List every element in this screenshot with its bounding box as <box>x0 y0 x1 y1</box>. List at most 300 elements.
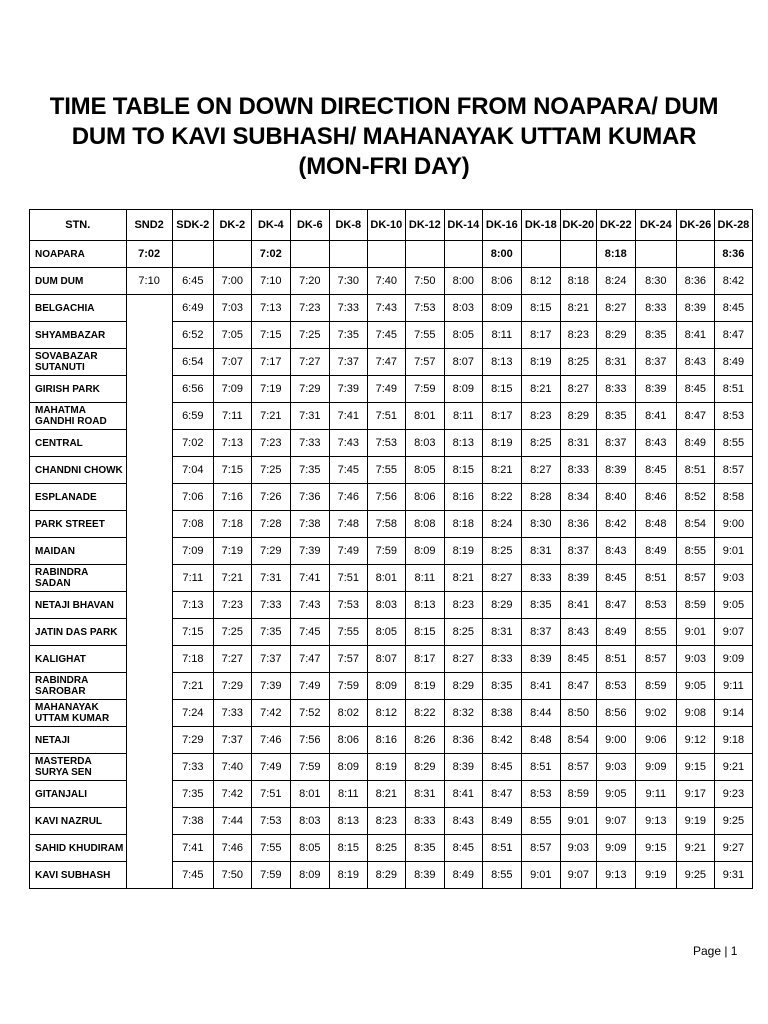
time-cell: 8:03 <box>444 295 482 322</box>
time-cell: 7:15 <box>213 457 251 484</box>
time-cell: 8:39 <box>676 295 714 322</box>
time-cell: 9:14 <box>714 700 752 727</box>
time-cell: 8:55 <box>635 619 676 646</box>
time-cell: 8:35 <box>482 673 521 700</box>
time-cell: 8:31 <box>521 538 560 565</box>
station-name: SOVABAZAR SUTANUTI <box>30 349 127 376</box>
time-cell: 7:16 <box>213 484 251 511</box>
time-cell: 8:48 <box>635 511 676 538</box>
time-cell: 8:17 <box>521 322 560 349</box>
time-cell: 7:51 <box>367 403 405 430</box>
time-cell: 8:09 <box>367 673 405 700</box>
time-cell: 7:13 <box>172 592 213 619</box>
time-cell: 7:28 <box>251 511 290 538</box>
time-cell: 8:47 <box>560 673 596 700</box>
station-name: SHYAMBAZAR <box>30 322 127 349</box>
time-cell: 8:05 <box>444 322 482 349</box>
time-cell: 9:07 <box>560 862 596 889</box>
time-cell: 7:59 <box>251 862 290 889</box>
time-cell: 8:57 <box>635 646 676 673</box>
station-name: NETAJI <box>30 727 127 754</box>
timetable <box>29 209 753 889</box>
time-cell: 8:39 <box>444 754 482 781</box>
station-name: MAIDAN <box>30 538 127 565</box>
station-name: MASTERDA SURYA SEN <box>30 754 127 781</box>
time-cell: 8:54 <box>676 511 714 538</box>
column-header-station: STN. <box>30 210 127 241</box>
time-cell: 8:49 <box>444 862 482 889</box>
time-cell: 8:41 <box>560 592 596 619</box>
time-cell: 8:13 <box>329 808 367 835</box>
time-cell: 7:35 <box>290 457 329 484</box>
time-cell: 8:51 <box>676 457 714 484</box>
time-cell: 8:11 <box>444 403 482 430</box>
time-cell: 9:01 <box>560 808 596 835</box>
time-cell: 8:16 <box>367 727 405 754</box>
time-cell: 9:08 <box>676 700 714 727</box>
column-header-train: DK-28 <box>714 210 752 241</box>
station-name: JATIN DAS PARK <box>30 619 127 646</box>
time-cell: 8:19 <box>367 754 405 781</box>
time-cell <box>444 241 482 268</box>
header-row <box>30 210 753 241</box>
time-cell: 7:41 <box>329 403 367 430</box>
column-header-train: SND2 <box>126 210 172 241</box>
time-cell: 9:11 <box>635 781 676 808</box>
time-cell: 8:33 <box>560 457 596 484</box>
time-cell: 8:41 <box>635 403 676 430</box>
time-cell: 7:39 <box>251 673 290 700</box>
table-row <box>30 241 753 268</box>
time-cell: 8:25 <box>521 430 560 457</box>
table-row <box>30 295 753 322</box>
time-cell: 8:19 <box>482 430 521 457</box>
time-cell: 8:43 <box>676 349 714 376</box>
time-cell <box>329 241 367 268</box>
time-cell: 7:29 <box>251 538 290 565</box>
column-header-train: DK-2 <box>213 210 251 241</box>
column-header-train: DK-16 <box>482 210 521 241</box>
time-cell: 8:35 <box>635 322 676 349</box>
time-cell: 8:50 <box>560 700 596 727</box>
time-cell: 8:01 <box>405 403 444 430</box>
table-row <box>30 268 753 295</box>
time-cell: 8:12 <box>367 700 405 727</box>
time-cell: 9:15 <box>676 754 714 781</box>
time-cell: 7:37 <box>329 349 367 376</box>
time-cell: 9:09 <box>596 835 635 862</box>
time-cell: 8:49 <box>635 538 676 565</box>
time-cell: 8:49 <box>482 808 521 835</box>
time-cell: 7:37 <box>251 646 290 673</box>
time-cell: 9:01 <box>521 862 560 889</box>
time-cell: 7:55 <box>367 457 405 484</box>
time-cell: 9:18 <box>714 727 752 754</box>
time-cell: 8:06 <box>329 727 367 754</box>
time-cell: 7:19 <box>213 538 251 565</box>
time-cell: 8:21 <box>482 457 521 484</box>
time-cell: 7:31 <box>251 565 290 592</box>
time-cell: 7:27 <box>290 349 329 376</box>
time-cell: 7:59 <box>405 376 444 403</box>
time-cell: 7:59 <box>367 538 405 565</box>
time-cell: 7:43 <box>329 430 367 457</box>
time-cell: 8:43 <box>635 430 676 457</box>
time-cell: 8:19 <box>521 349 560 376</box>
time-cell: 9:00 <box>596 727 635 754</box>
time-cell: 8:28 <box>521 484 560 511</box>
time-cell: 7:52 <box>290 700 329 727</box>
time-cell: 8:53 <box>521 781 560 808</box>
time-cell: 8:51 <box>635 565 676 592</box>
time-cell: 9:05 <box>714 592 752 619</box>
time-cell: 7:50 <box>213 862 251 889</box>
time-cell: 8:09 <box>329 754 367 781</box>
station-name: NOAPARA <box>30 241 127 268</box>
time-cell: 7:40 <box>367 268 405 295</box>
time-cell: 8:26 <box>405 727 444 754</box>
time-cell: 7:17 <box>251 349 290 376</box>
time-cell <box>560 241 596 268</box>
time-cell: 8:34 <box>560 484 596 511</box>
time-cell: 7:11 <box>213 403 251 430</box>
time-cell: 7:44 <box>213 808 251 835</box>
time-cell: 9:27 <box>714 835 752 862</box>
time-cell: 8:37 <box>521 619 560 646</box>
column-header-train: DK-22 <box>596 210 635 241</box>
time-cell: 7:45 <box>290 619 329 646</box>
time-cell: 7:55 <box>251 835 290 862</box>
time-cell: 8:29 <box>482 592 521 619</box>
time-cell: 8:33 <box>482 646 521 673</box>
time-cell: 7:33 <box>290 430 329 457</box>
time-cell: 8:54 <box>560 727 596 754</box>
time-cell: 7:53 <box>367 430 405 457</box>
column-header-train: SDK-2 <box>172 210 213 241</box>
time-cell: 7:02 <box>126 241 172 268</box>
time-cell: 7:49 <box>290 673 329 700</box>
time-cell: 7:33 <box>172 754 213 781</box>
time-cell: 8:42 <box>714 268 752 295</box>
time-cell: 7:48 <box>329 511 367 538</box>
time-cell: 8:11 <box>405 565 444 592</box>
time-cell: 7:57 <box>405 349 444 376</box>
time-cell: 8:27 <box>482 565 521 592</box>
time-cell: 8:19 <box>405 673 444 700</box>
time-cell: 7:41 <box>172 835 213 862</box>
time-cell: 6:54 <box>172 349 213 376</box>
time-cell: 8:55 <box>482 862 521 889</box>
time-cell <box>521 241 560 268</box>
time-cell: 8:57 <box>714 457 752 484</box>
time-cell: 8:17 <box>405 646 444 673</box>
time-cell: 8:11 <box>482 322 521 349</box>
time-cell: 8:23 <box>560 322 596 349</box>
column-header-train: DK-24 <box>635 210 676 241</box>
time-cell: 8:25 <box>444 619 482 646</box>
time-cell: 8:45 <box>482 754 521 781</box>
time-cell: 7:20 <box>290 268 329 295</box>
time-cell: 8:03 <box>405 430 444 457</box>
time-cell: 8:48 <box>521 727 560 754</box>
time-cell: 8:39 <box>560 565 596 592</box>
time-cell: 8:31 <box>482 619 521 646</box>
time-cell: 9:19 <box>676 808 714 835</box>
time-cell: 8:15 <box>405 619 444 646</box>
station-name: RABINDRA SADAN <box>30 565 127 592</box>
time-cell: 8:15 <box>482 376 521 403</box>
time-cell: 8:39 <box>635 376 676 403</box>
time-cell: 7:25 <box>251 457 290 484</box>
time-cell: 8:43 <box>596 538 635 565</box>
time-cell: 8:51 <box>521 754 560 781</box>
time-cell: 8:29 <box>444 673 482 700</box>
time-cell: 8:18 <box>560 268 596 295</box>
time-cell: 8:36 <box>676 268 714 295</box>
column-header-train: DK-18 <box>521 210 560 241</box>
time-cell: 8:18 <box>444 511 482 538</box>
time-cell: 8:40 <box>596 484 635 511</box>
time-cell: 8:21 <box>560 295 596 322</box>
time-cell: 7:33 <box>213 700 251 727</box>
time-cell: 8:31 <box>596 349 635 376</box>
time-cell: 7:23 <box>290 295 329 322</box>
time-cell: 8:27 <box>596 295 635 322</box>
time-cell: 7:15 <box>251 322 290 349</box>
time-cell: 8:25 <box>367 835 405 862</box>
time-cell: 7:08 <box>172 511 213 538</box>
time-cell: 7:58 <box>367 511 405 538</box>
time-cell: 7:55 <box>329 619 367 646</box>
time-cell: 9:02 <box>635 700 676 727</box>
time-cell: 9:13 <box>596 862 635 889</box>
time-cell: 8:37 <box>596 430 635 457</box>
title-line-2: DUM TO KAVI SUBHASH/ MAHANAYAK UTTAM KUMAR <box>71 123 697 150</box>
station-name: BELGACHIA <box>30 295 127 322</box>
time-cell <box>676 241 714 268</box>
time-cell: 8:45 <box>714 295 752 322</box>
time-cell: 7:38 <box>290 511 329 538</box>
time-cell: 8:18 <box>596 241 635 268</box>
time-cell <box>405 241 444 268</box>
time-cell: 7:46 <box>213 835 251 862</box>
time-cell: 8:00 <box>444 268 482 295</box>
time-cell: 8:15 <box>521 295 560 322</box>
time-cell: 8:35 <box>521 592 560 619</box>
time-cell: 9:12 <box>676 727 714 754</box>
time-cell: 8:57 <box>521 835 560 862</box>
title-line-3: (MON-FRI DAY) <box>298 153 470 180</box>
station-name: KAVI NAZRUL <box>30 808 127 835</box>
time-cell: 7:09 <box>213 376 251 403</box>
time-cell: 8:23 <box>367 808 405 835</box>
time-cell: 8:01 <box>290 781 329 808</box>
time-cell: 8:12 <box>521 268 560 295</box>
time-cell: 7:05 <box>213 322 251 349</box>
time-cell: 9:05 <box>596 781 635 808</box>
time-cell: 8:41 <box>676 322 714 349</box>
time-cell: 7:49 <box>251 754 290 781</box>
time-cell: 7:30 <box>329 268 367 295</box>
time-cell <box>367 241 405 268</box>
time-cell: 7:27 <box>213 646 251 673</box>
station-name: MAHANAYAK UTTAM KUMAR <box>30 700 127 727</box>
time-cell: 8:07 <box>444 349 482 376</box>
time-cell <box>290 241 329 268</box>
station-name: DUM DUM <box>30 268 127 295</box>
station-name: GITANJALI <box>30 781 127 808</box>
time-cell: 7:46 <box>329 484 367 511</box>
time-cell: 7:40 <box>213 754 251 781</box>
time-cell: 7:45 <box>329 457 367 484</box>
time-cell: 8:39 <box>405 862 444 889</box>
time-cell: 9:25 <box>676 862 714 889</box>
time-cell: 9:06 <box>635 727 676 754</box>
time-cell: 7:26 <box>251 484 290 511</box>
time-cell: 8:49 <box>676 430 714 457</box>
time-cell: 8:13 <box>405 592 444 619</box>
time-cell: 8:23 <box>444 592 482 619</box>
time-cell: 9:01 <box>714 538 752 565</box>
time-cell: 7:10 <box>126 268 172 295</box>
time-cell: 7:42 <box>213 781 251 808</box>
time-cell: 9:03 <box>676 646 714 673</box>
time-cell: 7:50 <box>405 268 444 295</box>
time-cell: 9:09 <box>635 754 676 781</box>
time-cell: 8:36 <box>560 511 596 538</box>
time-cell: 7:49 <box>329 538 367 565</box>
time-cell: 7:04 <box>172 457 213 484</box>
time-cell: 9:21 <box>714 754 752 781</box>
time-cell: 8:47 <box>482 781 521 808</box>
time-cell: 7:36 <box>290 484 329 511</box>
time-cell: 8:43 <box>560 619 596 646</box>
time-cell: 8:53 <box>635 592 676 619</box>
time-cell: 7:59 <box>329 673 367 700</box>
time-cell: 8:31 <box>405 781 444 808</box>
time-cell: 7:02 <box>251 241 290 268</box>
time-cell: 8:59 <box>635 673 676 700</box>
time-cell: 8:56 <box>596 700 635 727</box>
time-cell: 8:37 <box>635 349 676 376</box>
time-cell: 8:55 <box>521 808 560 835</box>
time-cell: 8:51 <box>714 376 752 403</box>
time-cell: 8:52 <box>676 484 714 511</box>
time-cell: 8:30 <box>635 268 676 295</box>
time-cell: 7:45 <box>367 322 405 349</box>
time-cell: 9:07 <box>714 619 752 646</box>
time-cell: 7:38 <box>172 808 213 835</box>
time-cell: 7:45 <box>172 862 213 889</box>
time-cell: 9:15 <box>635 835 676 862</box>
station-name: NETAJI BHAVAN <box>30 592 127 619</box>
time-cell: 8:33 <box>521 565 560 592</box>
time-cell: 8:24 <box>482 511 521 538</box>
time-cell: 7:59 <box>290 754 329 781</box>
time-cell: 8:39 <box>596 457 635 484</box>
time-cell: 9:17 <box>676 781 714 808</box>
time-cell: 8:17 <box>482 403 521 430</box>
time-cell: 8:21 <box>444 565 482 592</box>
time-cell: 8:25 <box>482 538 521 565</box>
time-cell: 7:42 <box>251 700 290 727</box>
time-cell: 8:51 <box>596 646 635 673</box>
time-cell: 7:19 <box>251 376 290 403</box>
time-cell: 8:09 <box>444 376 482 403</box>
time-cell: 8:47 <box>596 592 635 619</box>
station-name: CENTRAL <box>30 430 127 457</box>
time-cell: 8:19 <box>444 538 482 565</box>
station-name: GIRISH PARK <box>30 376 127 403</box>
time-cell: 9:13 <box>635 808 676 835</box>
time-cell: 7:10 <box>251 268 290 295</box>
time-cell: 8:29 <box>596 322 635 349</box>
time-cell: 8:55 <box>676 538 714 565</box>
station-name: SAHID KHUDIRAM <box>30 835 127 862</box>
time-cell: 7:07 <box>213 349 251 376</box>
time-cell: 8:03 <box>290 808 329 835</box>
time-cell: 8:06 <box>482 268 521 295</box>
time-cell: 7:21 <box>251 403 290 430</box>
time-cell: 8:32 <box>444 700 482 727</box>
time-cell: 7:23 <box>213 592 251 619</box>
time-cell: 7:31 <box>290 403 329 430</box>
time-cell: 7:06 <box>172 484 213 511</box>
time-cell: 9:00 <box>714 511 752 538</box>
time-cell: 7:25 <box>290 322 329 349</box>
time-cell: 8:36 <box>714 241 752 268</box>
time-cell: 9:03 <box>596 754 635 781</box>
time-cell: 7:56 <box>367 484 405 511</box>
time-cell: 7:35 <box>329 322 367 349</box>
time-cell: 9:11 <box>714 673 752 700</box>
time-cell: 8:29 <box>560 403 596 430</box>
time-cell: 8:00 <box>482 241 521 268</box>
time-cell: 8:57 <box>560 754 596 781</box>
time-cell: 7:18 <box>213 511 251 538</box>
time-cell: 8:30 <box>521 511 560 538</box>
time-cell: 8:08 <box>405 511 444 538</box>
time-cell: 8:27 <box>560 376 596 403</box>
time-cell: 7:57 <box>329 646 367 673</box>
column-header-train: DK-10 <box>367 210 405 241</box>
time-cell: 8:42 <box>596 511 635 538</box>
time-cell: 8:41 <box>444 781 482 808</box>
time-cell: 8:03 <box>367 592 405 619</box>
time-cell: 8:21 <box>521 376 560 403</box>
time-cell: 8:09 <box>290 862 329 889</box>
time-cell: 8:35 <box>405 835 444 862</box>
time-cell: 8:22 <box>482 484 521 511</box>
time-cell: 6:45 <box>172 268 213 295</box>
time-cell: 6:56 <box>172 376 213 403</box>
time-cell: 8:49 <box>714 349 752 376</box>
time-cell: 8:45 <box>635 457 676 484</box>
time-cell: 7:35 <box>172 781 213 808</box>
time-cell: 9:25 <box>714 808 752 835</box>
time-cell: 8:22 <box>405 700 444 727</box>
time-cell: 9:05 <box>676 673 714 700</box>
station-name: MAHATMA GANDHI ROAD <box>30 403 127 430</box>
time-cell: 8:15 <box>444 457 482 484</box>
time-cell: 8:13 <box>482 349 521 376</box>
time-cell: 7:55 <box>405 322 444 349</box>
time-cell: 8:29 <box>405 754 444 781</box>
time-cell: 7:29 <box>213 673 251 700</box>
time-cell: 8:33 <box>596 376 635 403</box>
time-cell: 8:45 <box>676 376 714 403</box>
time-cell: 8:15 <box>329 835 367 862</box>
